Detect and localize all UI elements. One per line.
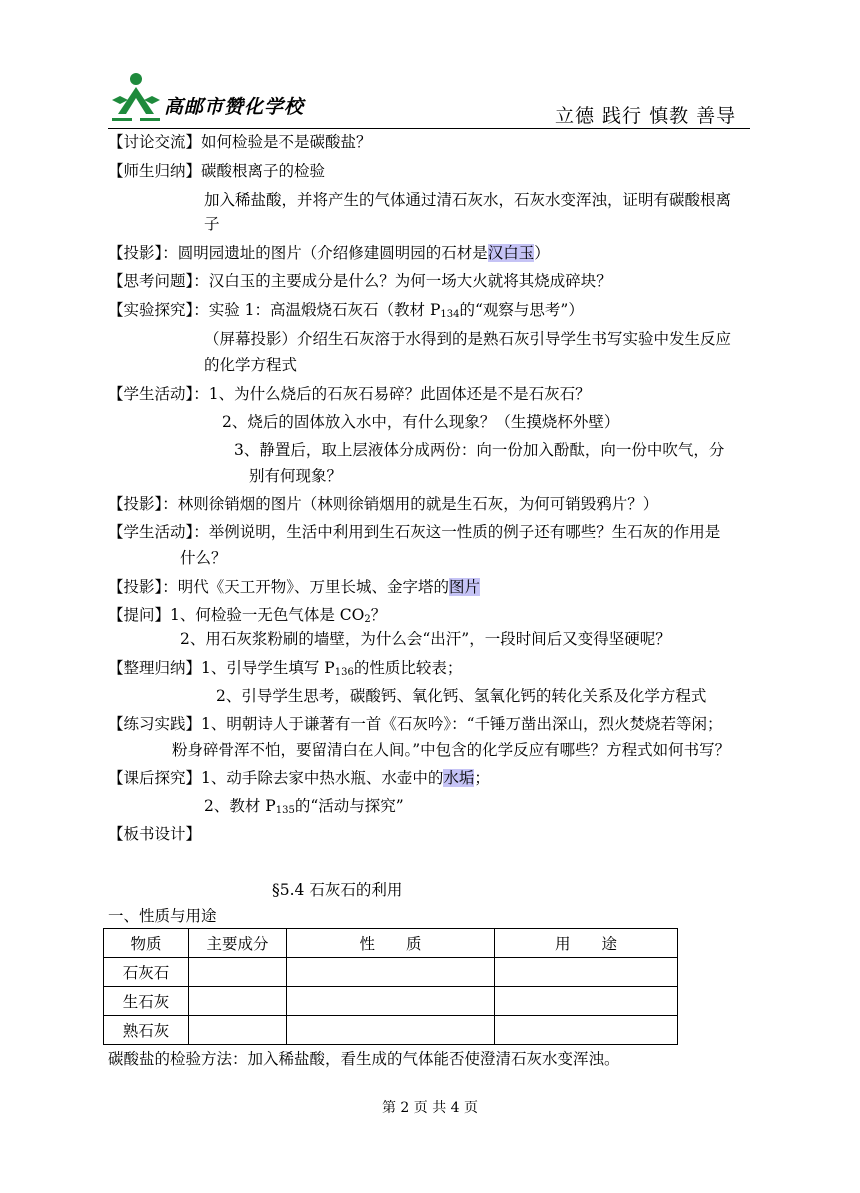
table-cell [287, 958, 495, 987]
logo-text: 高邮市赞化学校 [164, 96, 305, 118]
text-segment: 【课后探究】1、动手除去家中热水瓶、水壶中的 [108, 769, 444, 787]
line-activity-example: 【学生活动】：举例说明，生活中利用到生石灰这一性质的例子还有哪些？生石灰的作用是 [108, 523, 721, 541]
line-projection-1 [108, 242, 550, 264]
line-discussion: 【讨论交流】如何检验是不是碳酸盐？ [108, 133, 372, 151]
text-segment: ？ [370, 606, 387, 624]
table-cell [189, 958, 287, 987]
text-segment: 【提问】1、何检验一无色气体是 CO [108, 606, 365, 624]
text-segment: 【实验探究】：实验 1：高温煅烧石灰石（教材 P [108, 301, 441, 319]
table-row-label: 石灰石 [104, 958, 189, 987]
subscript: 136 [334, 667, 354, 678]
line-organize-2: 2、引导学生思考，碳酸钙、氧化钙、氢氧化钙的转化关系及化学方程式 [216, 687, 707, 705]
table-cell [287, 1016, 495, 1045]
line-homework-2 [204, 795, 404, 817]
line-practice-cont: 粉身碎骨浑不怕，要留清白在人间。”中包含的化学反应有哪些？方程式如何书写？ [172, 741, 731, 759]
text-segment: 的“活动与探究” [294, 797, 404, 815]
text-segment: ） [534, 244, 550, 262]
table-header-cell: 主要成分 [189, 929, 287, 958]
text-segment: 【整理归纳】1、引导学生填写 P [108, 659, 335, 677]
highlight-pictures: 图片 [449, 578, 481, 596]
subscript: 134 [440, 309, 460, 320]
table-header-cell: 物质 [104, 929, 189, 958]
line-ask-1 [108, 604, 386, 626]
section-heading: 一、性质与用途 [108, 907, 217, 925]
text-segment: 2、教材 P [204, 797, 276, 815]
line-experiment-detail-cont: 的化学方程式 [204, 356, 298, 374]
property-table [103, 928, 678, 1045]
table-row [104, 987, 678, 1016]
table-row-label: 熟石灰 [104, 1016, 189, 1045]
table-row [104, 1016, 678, 1045]
line-projection-2: 【投影】：林则徐销烟的图片（林则徐销烟用的就是生石灰，为何可销毁鸦片？） [108, 495, 659, 513]
school-motto: 立德 践行 慎教 善导 [555, 105, 737, 127]
subscript: 2 [364, 614, 371, 625]
text-segment: 的性质比较表； [353, 659, 463, 677]
header-rule [108, 128, 750, 129]
line-experiment-detail: （屏幕投影）介绍生石灰溶于水得到的是熟石灰引导学生书写实验中发生反应 [204, 330, 732, 348]
line-summary-detail: 加入稀盐酸，并将产生的气体通过清石灰水，石灰水变浑浊，证明有碳酸根离 [204, 191, 732, 209]
table-cell [495, 1016, 678, 1045]
table-header-row [104, 929, 678, 958]
subscript: 135 [275, 805, 295, 816]
line-activity-3-cont: 别有何现象？ [249, 467, 343, 485]
line-activity-2: 2、烧后的固体放入水中，有什么现象？（生摸烧杯外壁） [222, 413, 620, 431]
line-activity-3: 3、静置后，取上层液体分成两份：向一份加入酚酞，向一份中吹气，分 [234, 441, 725, 459]
line-summary: 【师生归纳】碳酸根离子的检验 [108, 162, 326, 180]
table-cell [189, 1016, 287, 1045]
text-segment: ； [474, 769, 490, 787]
highlight-hanbaiyu: 汉白玉 [487, 244, 535, 262]
table-header-cell: 用 途 [495, 929, 678, 958]
line-experiment [108, 299, 584, 321]
line-ask-2: 2、用石灰浆粉刷的墙壁，为什么会“出汗”，一段时间后又变得坚硬呢？ [180, 630, 671, 648]
table-cell [189, 987, 287, 1016]
table-cell [495, 987, 678, 1016]
line-activity-example-cont: 什么？ [180, 549, 227, 567]
line-organize-1 [108, 657, 462, 679]
school-logo [108, 70, 305, 122]
line-practice: 【练习实践】1、明朝诗人于谦著有一首《石灰吟》：“千锤万凿出深山，烈火焚烧若等闲； [108, 715, 723, 733]
table-header-cell: 性 质 [287, 929, 495, 958]
line-question: 【思考问题】：汉白玉的主要成分是什么？为何一场大火就将其烧成碎块？ [108, 272, 612, 290]
table-cell [495, 958, 678, 987]
highlight-scale: 水垢 [443, 769, 475, 787]
logo-emblem-icon [108, 70, 164, 122]
line-activity-1: 【学生活动】：1、为什么烧后的石灰石易碎？此固体还是不是石灰石？ [108, 385, 591, 403]
carbonate-test-note: 碳酸盐的检验方法：加入稀盐酸，看生成的气体能否使澄清石灰水变浑浊。 [108, 1050, 620, 1068]
text-segment: 【投影】：明代《天工开物》、万里长城、金字塔的 [108, 578, 450, 596]
table-row [104, 958, 678, 987]
page-number: 第 2 页 共 4 页 [381, 1100, 479, 1116]
board-title: §5.4 石灰石的利用 [272, 881, 403, 899]
text-segment: 【投影】：圆明园遗址的图片（介绍修建圆明园的石材是 [108, 244, 488, 262]
line-homework-1 [108, 767, 490, 789]
line-summary-detail-cont: 子 [204, 215, 220, 233]
table-row-label: 生石灰 [104, 987, 189, 1016]
text-segment: 的“观察与思考”） [459, 301, 584, 319]
table-cell [287, 987, 495, 1016]
line-board-design: 【板书设计】 [108, 825, 202, 843]
line-projection-3 [108, 576, 480, 598]
